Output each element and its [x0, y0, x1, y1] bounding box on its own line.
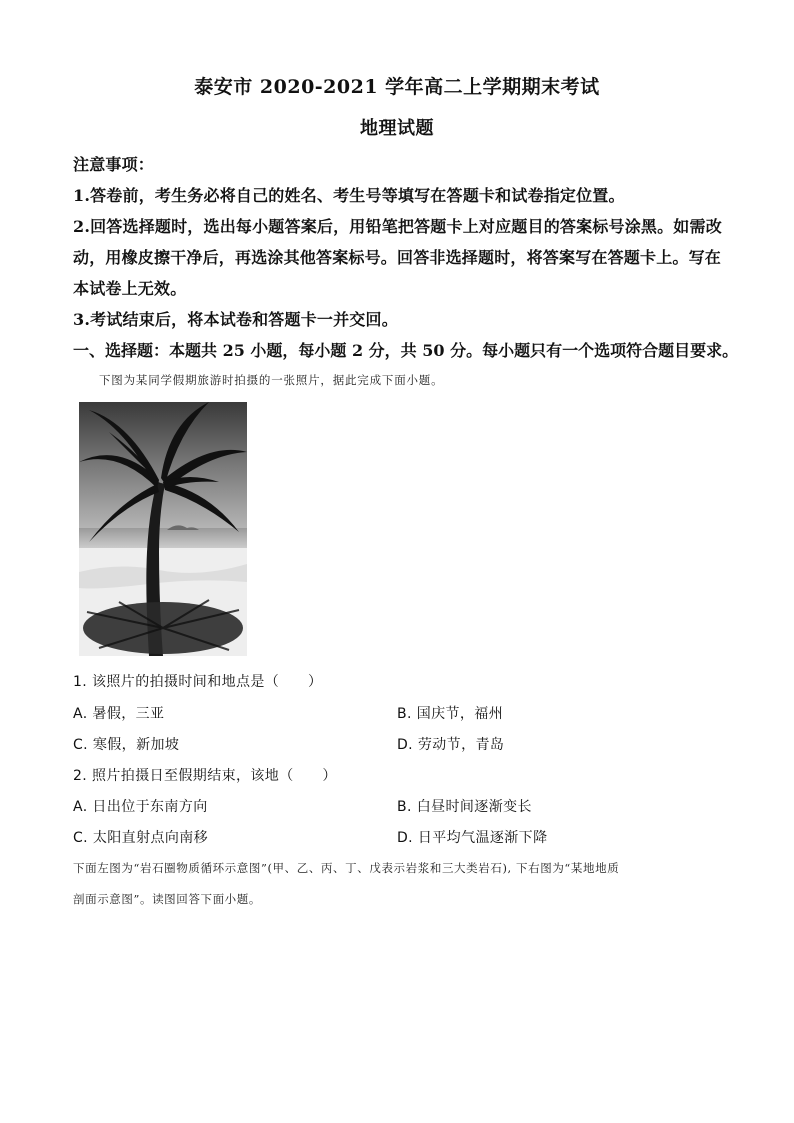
notice-item-2-line-3: 本试卷上无效。	[73, 279, 187, 298]
question-1-option-c: C. 寒假，新加坡	[73, 737, 180, 753]
next-intro-line-2: 剖面示意图”。读图回答下面小题。	[73, 892, 261, 906]
notice-item-2-line-2: 动，用橡皮擦干净后，再选涂其他答案标号。回答非选择题时，将答案写在答题卡上。写在	[73, 248, 722, 267]
palm-tree-photo	[79, 402, 247, 656]
question-2-option-c: C. 太阳直射点向南移	[73, 830, 209, 846]
photo-intro: 下图为某同学假期旅游时拍摄的一张照片，据此完成下面小题。	[99, 373, 444, 387]
next-intro-line-1: 下面左图为“岩石圈物质循环示意图”(甲、乙、丙、丁、戊表示岩浆和三大类岩石), 下右图为“某地地质	[73, 861, 620, 875]
question-2-option-a: A. 日出位于东南方向	[73, 799, 208, 815]
page-title: 泰安市 2020-2021 学年高二上学期期末考试	[194, 76, 600, 98]
question-1-option-d: D. 劳动节，青岛	[397, 737, 505, 753]
notice-heading: 注意事项：	[73, 155, 155, 174]
question-2-option-d: D. 日平均气温逐渐下降	[397, 830, 548, 846]
notice-item-2-line-1: 2.回答选择题时，选出每小题答案后，用铅笔把答题卡上对应题目的答案标号涂黑。如需改	[73, 217, 722, 236]
question-1-option-a: A. 暑假，三亚	[73, 706, 165, 722]
section-heading: 一、选择题：本题共 25 小题，每小题 2 分，共 50 分。每小题只有一个选项符合题目要求。	[73, 341, 739, 360]
question-1-option-b: B. 国庆节，福州	[397, 706, 504, 722]
notice-item-3: 3.考试结束后，将本试卷和答题卡一并交回。	[73, 310, 398, 329]
notice-item-1: 1.答卷前，考生务必将自己的姓名、考生号等填写在答题卡和试卷指定位置。	[73, 186, 625, 205]
question-2-stem: 2. 照片拍摄日至假期结束，该地（ ）	[73, 768, 337, 784]
subject-title: 地理试题	[360, 118, 434, 139]
question-2-option-b: B. 白昼时间逐渐变长	[397, 799, 532, 815]
question-1-stem: 1. 该照片的拍摄时间和地点是（ ）	[73, 674, 323, 690]
